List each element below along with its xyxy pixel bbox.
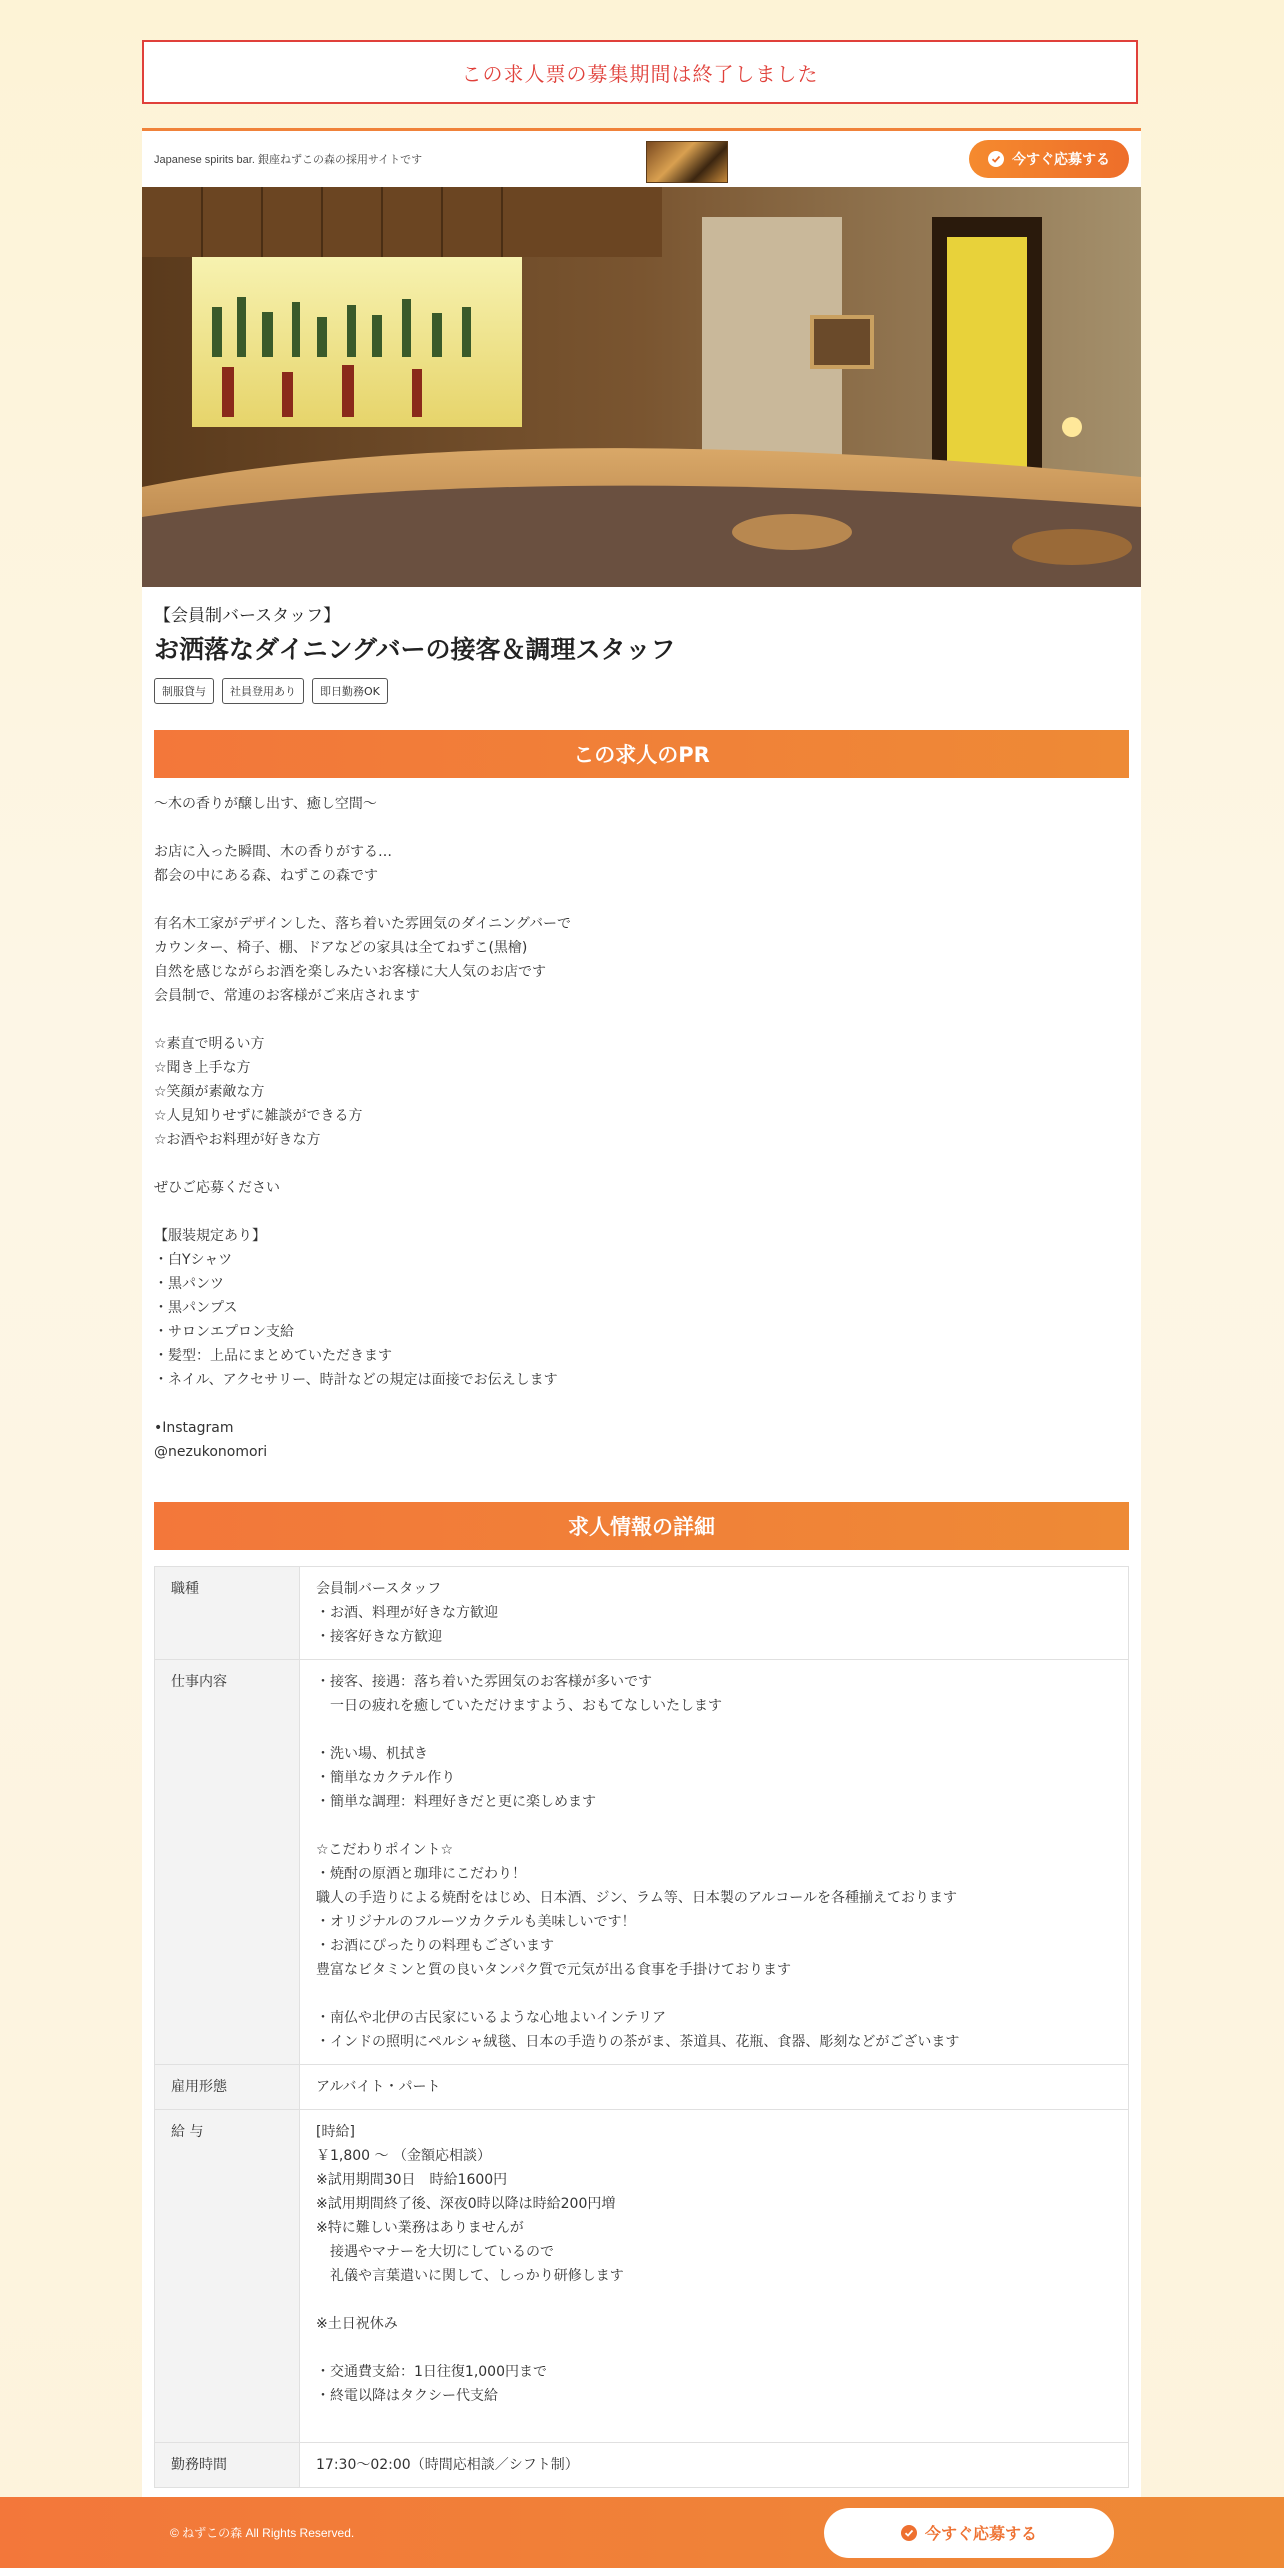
row-label-salary: 給 与 bbox=[155, 2110, 300, 2443]
table-row bbox=[155, 1567, 1129, 1660]
tag-uniform: 制服貸与 bbox=[154, 678, 214, 704]
apply-button-label: 今すぐ応募する bbox=[924, 2524, 1037, 2543]
details-section-heading bbox=[154, 1502, 1129, 1550]
footer-bar bbox=[0, 2497, 1284, 2568]
row-label-employment-type: 雇用形態 bbox=[155, 2065, 300, 2110]
details-heading-text: 求人情報の詳細 bbox=[568, 1515, 715, 1539]
tag-immediate-start: 即日勤務OK bbox=[312, 678, 388, 704]
table-row bbox=[155, 2065, 1129, 2110]
table-row bbox=[155, 2443, 1129, 2488]
pr-body: ～木の香りが醸し出す、癒し空間～ お店に入った瞬間、木の香りがする… 都会の中にある森、ねずこの森です 有名木工家がデザインした、落ち着いた雰囲気のダイニングバーで カウンター、椅子、棚、ドアなどの家具は全てねずこ(黒檜) 自然を感じながらお酒を楽しみたいお客様に大人気のお店です 会員制で、常連のお客様がご来店されます ☆素直で明るい方 ☆聞き上手な方 ☆笑顔が素敵な方 ☆人見知りせずに雑談ができる方 ☆お酒やお料理が好きな方 ぜひご応募ください 【服装規定あり】 ・白Yシャツ ・黒パンツ ・黒パンプス ・サロンエプロン支給 ・髪型：上品にまとめていただきます ・ネイル、アクセサリー、時計などの規定は面接でお伝えします •Instagram @nezukonomori bbox=[154, 796, 572, 1460]
copyright-text: © ねずこの森 All Rights Reserved. bbox=[170, 2526, 355, 2540]
details-table bbox=[154, 1566, 1129, 2488]
check-circle-icon bbox=[901, 2525, 917, 2541]
job-title: お洒落なダイニングバーの接客＆調理スタッフ bbox=[154, 635, 676, 664]
check-circle-icon bbox=[988, 151, 1004, 167]
tag-full-time-conversion: 社員登用あり bbox=[222, 678, 304, 704]
row-value-job-type: 会員制バースタッフ ・お酒、料理が好きな方歓迎 ・接客好きな方歓迎 bbox=[300, 1567, 1129, 1660]
row-value-salary: [時給] ￥1,800 ～ （金額応相談） ※試用期間30日 時給1600円 ※試用期間終了後、深夜0時以降は時給200円増 ※特に難しい業務はありませんが 接遇やマナーを大切にしているので 礼儀や言葉遣いに関して、しっかり研修します ※土日祝休み ・交通費支給：1日往復1,000円まで ・終電以降はタクシー代支給 bbox=[300, 2110, 1129, 2443]
logo-thumbnail[interactable] bbox=[646, 141, 728, 183]
apply-button-header[interactable] bbox=[969, 140, 1129, 178]
bar-interior-photo bbox=[142, 187, 1141, 587]
job-tags bbox=[154, 678, 1129, 704]
pr-section-heading bbox=[154, 730, 1129, 778]
job-category: 【会員制バースタッフ】 bbox=[154, 606, 341, 626]
site-tagline: Japanese spirits bar. 銀座ねずこの森の採用サイトです bbox=[154, 154, 423, 166]
job-card bbox=[142, 128, 1141, 2568]
apply-button-footer[interactable] bbox=[824, 2508, 1114, 2558]
pr-heading-text: この求人のPR bbox=[573, 743, 710, 767]
row-label-duties: 仕事内容 bbox=[155, 1660, 300, 2065]
row-label-working-hours: 勤務時間 bbox=[155, 2443, 300, 2488]
closed-notice-text: この求人票の募集期間は終了しました bbox=[461, 61, 819, 86]
row-value-duties: ・接客、接遇：落ち着いた雰囲気のお客様が多いです 一日の疲れを癒していただけますよう、おもてなしいたします ・洗い場、机拭き ・簡単なカクテル作り ・簡単な調理：料理好きだと更に楽しめます ☆こだわりポイント☆ ・焼酎の原酒と珈琲にこだわり！ 職人の手造りによる焼酎をはじめ、日本酒、ジン、ラム等、日本製のアルコールを各種揃えております ・オリジナルのフルーツカクテルも美味しいです！ ・お酒にぴったりの料理もございます 豊富なビタミンと質の良いタンパク質で元気が出る食事を手掛けております ・南仏や北伊の古民家にいるような心地よいインテリア ・インドの照明にペルシャ絨毯、日本の手造りの茶がま、茶道具、花瓶、食器、彫刻などがございます bbox=[300, 1660, 1129, 2065]
row-label-job-type: 職種 bbox=[155, 1567, 300, 1660]
row-value-employment-type: アルバイト・パート bbox=[300, 2065, 1129, 2110]
site-header bbox=[142, 131, 1141, 187]
closed-notice-banner bbox=[142, 40, 1138, 104]
row-value-working-hours: 17:30～02:00（時間応相談／シフト制） bbox=[300, 2443, 1129, 2488]
table-row bbox=[155, 1660, 1129, 2065]
apply-button-label: 今すぐ応募する bbox=[1012, 152, 1110, 168]
table-row bbox=[155, 2110, 1129, 2443]
